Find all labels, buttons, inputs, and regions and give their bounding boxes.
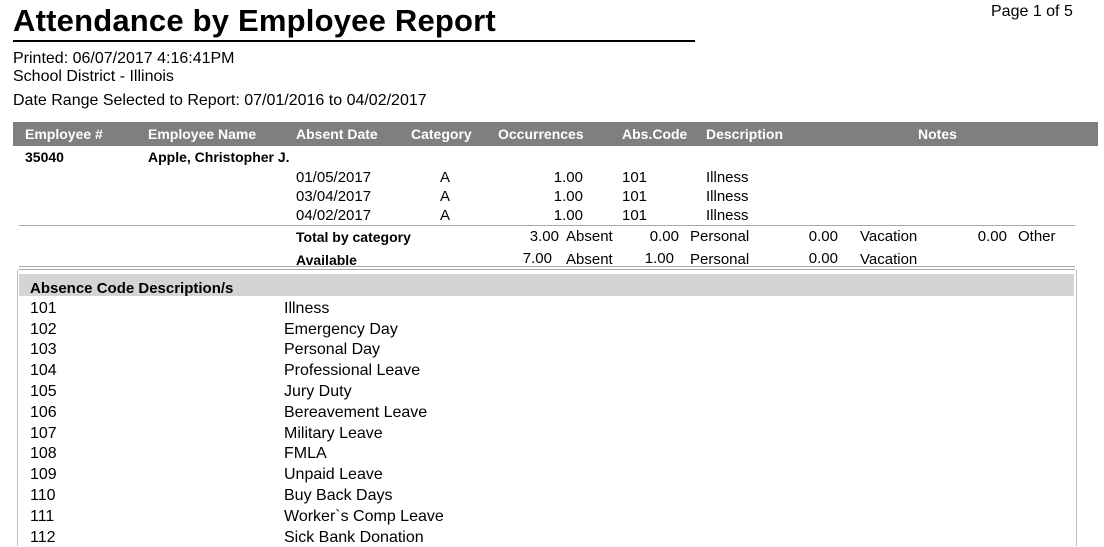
code-number: 108 — [30, 445, 57, 462]
code-number: 110 — [30, 487, 56, 504]
code-number: 103 — [30, 341, 57, 358]
available-absent-value: 7.00 — [522, 250, 552, 267]
absence-description: Illness — [706, 188, 749, 205]
codes-box-left-border — [17, 270, 18, 546]
code-description: Military Leave — [284, 425, 383, 442]
total-vacation-value: 0.00 — [808, 228, 838, 245]
col-absent-date: Absent Date — [296, 126, 378, 142]
code-description: Emergency Day — [284, 321, 398, 338]
absence-category: A — [440, 207, 451, 224]
printed-timestamp: Printed: 06/07/2017 4:16:41PM — [13, 50, 235, 67]
col-description: Description — [706, 126, 784, 142]
col-occurrences: Occurrences — [498, 126, 584, 142]
available-label: Available — [296, 252, 357, 268]
absence-occurrences: 1.00 — [553, 188, 583, 205]
col-employee-number: Employee # — [25, 126, 103, 142]
code-number: 107 — [30, 425, 57, 442]
absence-description: Illness — [706, 207, 749, 224]
code-number: 111 — [30, 508, 55, 525]
district-name: School District - Illinois — [13, 68, 174, 85]
absent-date: 01/05/2017 — [296, 169, 372, 186]
absence-description: Illness — [706, 169, 749, 186]
codes-title: Absence Code Description/s — [30, 280, 234, 297]
code-description: Worker`s Comp Leave — [284, 508, 444, 525]
available-absent-label: Absent — [566, 251, 613, 268]
total-vacation-label: Vacation — [860, 228, 918, 245]
col-abs-code: Abs.Code — [622, 126, 688, 142]
row-divider — [19, 269, 1075, 270]
total-personal-label: Personal — [690, 228, 750, 245]
total-personal-value: 0.00 — [649, 228, 679, 245]
code-description: Personal Day — [284, 341, 381, 358]
available-personal-value: 1.00 — [644, 250, 674, 267]
employee-number: 35040 — [25, 149, 64, 165]
code-number: 105 — [30, 383, 57, 400]
date-range: Date Range Selected to Report: 07/01/2016 to 04/02/2017 — [13, 92, 427, 109]
absence-category: A — [440, 169, 451, 186]
row-divider — [19, 225, 1075, 226]
col-notes: Notes — [918, 126, 957, 142]
absence-occurrences: 1.00 — [553, 207, 583, 224]
absence-category: A — [440, 188, 451, 205]
col-category: Category — [411, 126, 472, 142]
total-absent-value: 3.00 — [529, 228, 559, 245]
employee-name: Apple, Christopher J. — [148, 149, 290, 165]
total-absent-label: Absent — [566, 228, 613, 245]
code-number: 101 — [30, 300, 57, 317]
code-description: Unpaid Leave — [284, 466, 383, 483]
total-other-label: Other — [1018, 228, 1056, 245]
code-description: Illness — [284, 300, 330, 317]
code-description: Jury Duty — [284, 383, 352, 400]
total-label: Total by category — [296, 229, 411, 245]
code-description: Buy Back Days — [284, 487, 393, 504]
code-number: 104 — [30, 362, 57, 379]
available-vacation-label: Vacation — [860, 251, 918, 268]
code-description: Bereavement Leave — [284, 404, 428, 421]
available-personal-label: Personal — [690, 251, 750, 268]
code-description: Professional Leave — [284, 362, 421, 379]
absence-code: 101 — [622, 169, 648, 186]
code-number: 112 — [30, 529, 56, 546]
codes-box-right-border — [1076, 270, 1077, 546]
absence-code: 101 — [622, 207, 648, 224]
report-title: Attendance by Employee Report — [13, 3, 496, 38]
page-number: Page 1 of 5 — [991, 3, 1073, 20]
total-other-value: 0.00 — [977, 228, 1007, 245]
col-employee-name: Employee Name — [148, 126, 257, 142]
absent-date: 04/02/2017 — [296, 207, 372, 224]
title-underline — [13, 40, 695, 42]
code-description: FMLA — [284, 445, 327, 462]
absence-code: 101 — [622, 188, 648, 205]
code-number: 102 — [30, 321, 57, 338]
code-number: 106 — [30, 404, 57, 421]
absence-occurrences: 1.00 — [553, 169, 583, 186]
code-description: Sick Bank Donation — [284, 529, 424, 546]
code-number: 109 — [30, 466, 57, 483]
absent-date: 03/04/2017 — [296, 188, 372, 205]
available-vacation-value: 0.00 — [808, 250, 838, 267]
